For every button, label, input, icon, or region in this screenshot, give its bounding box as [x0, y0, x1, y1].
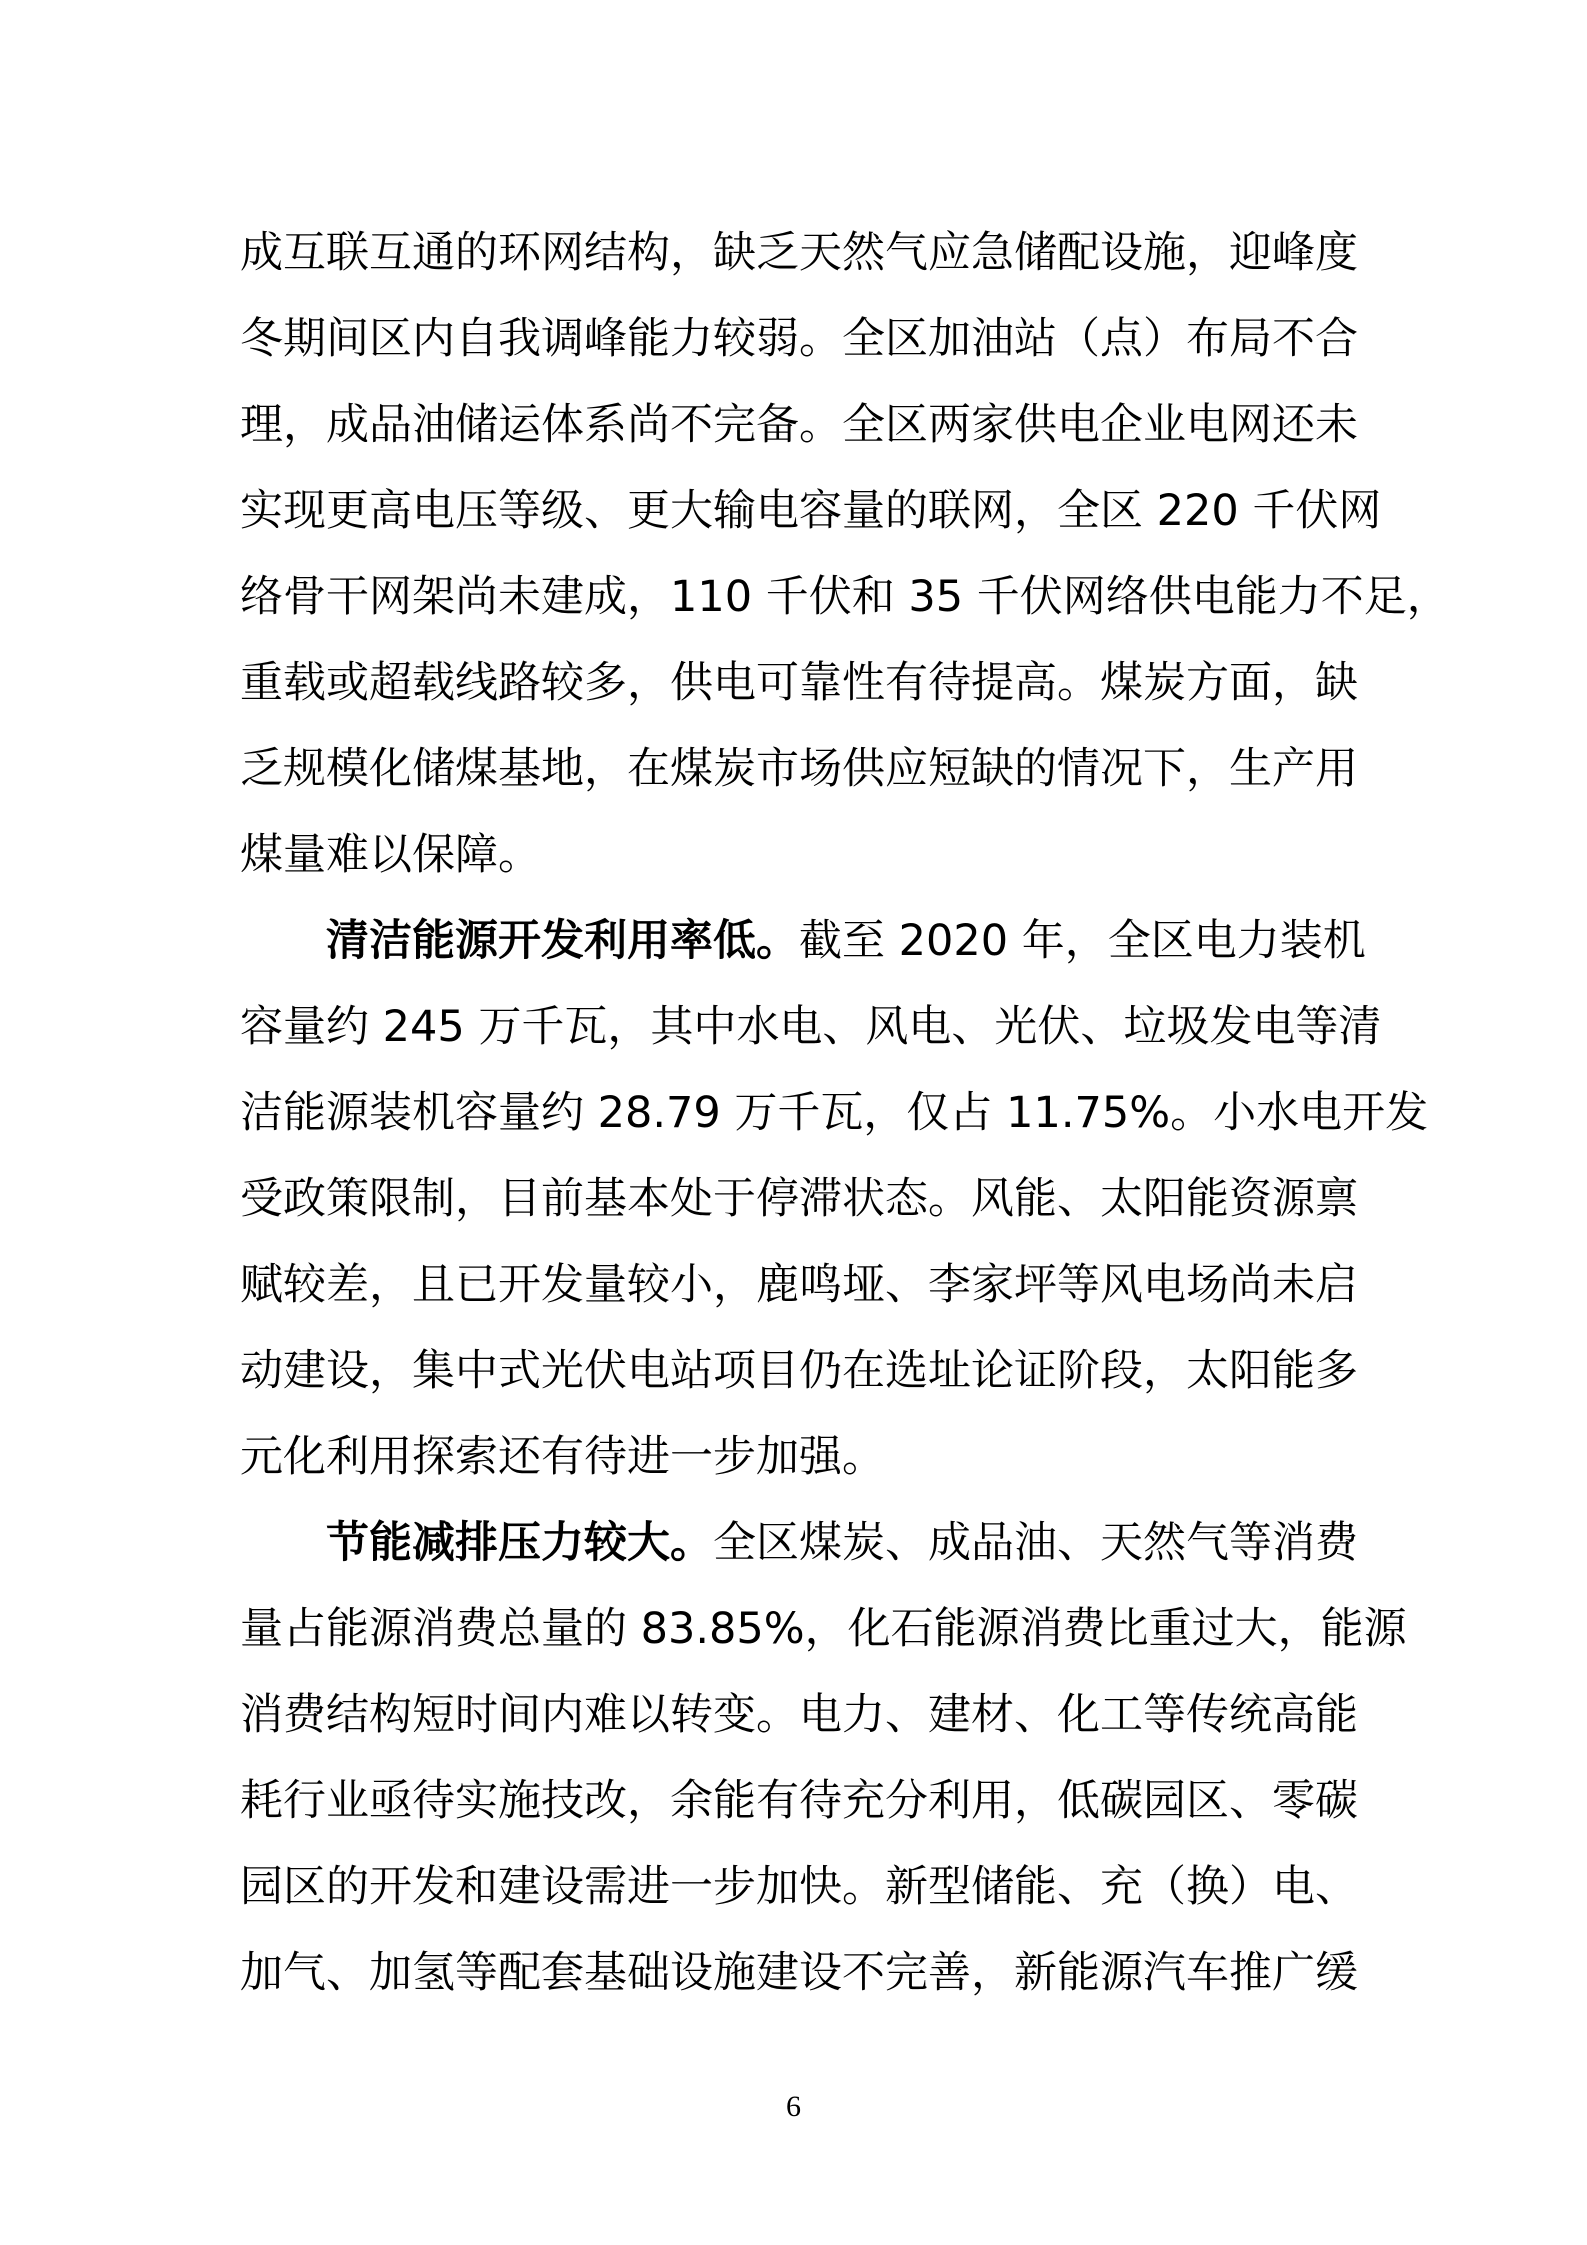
text-line: 洁能源装机容量约 28.79 万千瓦，仅占 11.75%。小水电开发 [240, 1088, 1429, 1138]
paragraph-heading: 清洁能源开发利用率低。 [326, 916, 799, 966]
paragraph-clean-energy [240, 898, 1429, 1500]
text-line: 理，成品油储运体系尚不完备。全区两家供电企业电网还未 [240, 400, 1358, 450]
text-line: 园区的开发和建设需进一步加快。新型储能、充（换）电、 [240, 1862, 1358, 1912]
text-line: 成互联互通的环网结构，缺乏天然气应急储配设施，迎峰度 [240, 228, 1358, 278]
text-line: 赋较差，且已开发量较小，鹿鸣垭、李家坪等风电场尚未启 [240, 1260, 1358, 1310]
text-line [240, 898, 1366, 984]
text-line: 冬期间区内自我调峰能力较弱。全区加油站（点）布局不合 [240, 314, 1358, 364]
text-line: 乏规模化储煤基地，在煤炭市场供应短缺的情况下，生产用 [240, 744, 1358, 794]
text-line: 受政策限制，目前基本处于停滞状态。风能、太阳能资源禀 [240, 1174, 1358, 1224]
heading-continuation: 全区煤炭、成品油、天然气等消费 [713, 1518, 1358, 1568]
text-line: 量占能源消费总量的 83.85%，化石能源消费比重过大，能源 [240, 1604, 1407, 1654]
paragraph-emission-reduction [240, 1500, 1407, 2016]
text-line: 加气、加氢等配套基础设施建设不完善，新能源汽车推广缓 [240, 1948, 1358, 1998]
text-line: 实现更高电压等级、更大输电容量的联网，全区 220 千伏网 [240, 486, 1382, 536]
text-line: 消费结构短时间内难以转变。电力、建材、化工等传统高能 [240, 1690, 1358, 1740]
paragraph-heading: 节能减排压力较大。 [326, 1518, 713, 1568]
text-line: 络骨干网架尚未建成，110 千伏和 35 千伏网络供电能力不足， [240, 572, 1450, 622]
text-line: 动建设，集中式光伏电站项目仍在选址论证阶段，太阳能多 [240, 1346, 1358, 1396]
text-line: 重载或超载线路较多，供电可靠性有待提高。煤炭方面，缺 [240, 658, 1358, 708]
heading-continuation: 截至 2020 年，全区电力装机 [799, 916, 1366, 966]
text-line: 容量约 245 万千瓦，其中水电、风电、光伏、垃圾发电等清 [240, 1002, 1382, 1052]
paragraph-energy-infrastructure [240, 210, 1450, 898]
text-line [240, 1500, 1358, 1586]
text-line: 煤量难以保障。 [240, 830, 541, 880]
text-line: 元化利用探索还有待进一步加强。 [240, 1432, 885, 1482]
document-body [240, 210, 1450, 2016]
text-line: 耗行业亟待实施技改，余能有待充分利用，低碳园区、零碳 [240, 1776, 1358, 1826]
page-number: 6 [786, 2090, 801, 2123]
